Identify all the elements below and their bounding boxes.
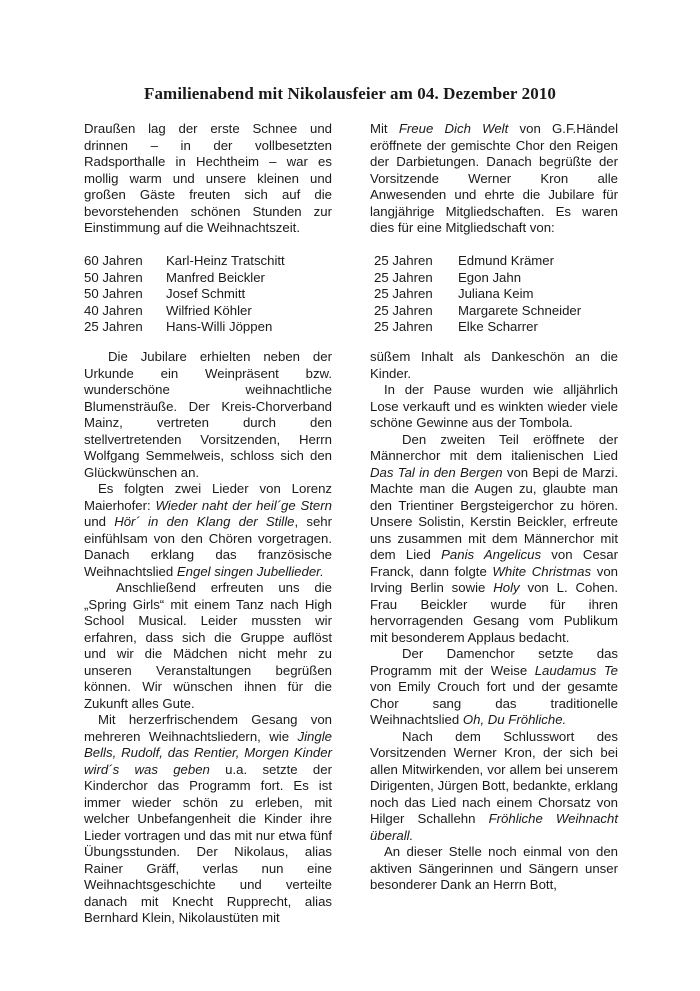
jubilar-years: 25 Jahren [374, 253, 433, 268]
jubilar-name: Margarete Schneider [458, 302, 582, 318]
right-column [370, 121, 618, 237]
intro-paragraph [370, 121, 618, 237]
jubilar-name: Hans-Willi Jöppen [166, 319, 273, 334]
jubilare-list-right [370, 253, 618, 336]
text: Es folgten zwei Lieder von Lorenz Maierhofer: [84, 481, 332, 513]
left-body [84, 349, 332, 927]
text: von Bepi de Marzi. Machte man die Augen zu, glaubte man den Trientiner Bergsteigerchor zu hören. Unsere Solistin, Kerstin Beickler, erfreute uns zusammen mit dem Männerchor mit dem Lied [370, 464, 618, 562]
song-title: Panis Angelicus [441, 547, 542, 562]
song-title: Engel singen Jubellieder. [176, 563, 324, 579]
jubilar-row [84, 303, 332, 320]
jubilar-years: 60 Jahren [84, 253, 143, 268]
jubilar-name: Wilfried Köhler [166, 302, 252, 318]
text: von Cesar Franck, dann folgte [370, 547, 618, 579]
paragraph [370, 432, 618, 647]
song-title: White Christmas [492, 563, 592, 579]
paragraph [370, 646, 618, 729]
jubilar-name: Elke Scharrer [458, 319, 538, 334]
jubilar-row [84, 270, 332, 287]
jubilar-name: Josef Schmitt [166, 286, 246, 301]
song-title: Fröhliche Weihnacht überall. [370, 811, 618, 843]
paragraph: In der Pause wurden wie alljährlich Lose verkauft und es winkten wieder viele schöne Gewinne aus der Tombola. [370, 382, 618, 430]
left-column [84, 121, 332, 237]
text: Mit herzerfrischendem Gesang von mehreren Weihnachtsliedern, wie [84, 712, 332, 744]
jubilar-years: 50 Jahren [84, 286, 143, 301]
text: , sehr einfühlsam von den Chören vorgetragen. Danach erklang das französische Weihnachtslied [84, 514, 332, 579]
right-body [370, 349, 618, 894]
text: Der Damenchor setzte das Programm mit der Weise [370, 646, 618, 678]
jubilar-row [370, 303, 618, 320]
text: und [84, 514, 115, 529]
song-title: Hör´ in den Klang der Stille [114, 514, 295, 529]
jubilar-years: 25 Jahren [374, 269, 433, 285]
page-title: Familienabend mit Nikolausfeier am 04. Dezember 2010 [143, 84, 557, 103]
paragraph: An dieser Stelle noch einmal von den aktiven Sängerinnen und Sängern unser besonderer Dank an Herrn Bott, [370, 844, 618, 892]
intro-paragraph: Draußen lag der erste Schnee und drinnen – in der vollbesetzten Radsporthalle in Hechtheim – war es mollig warm und unsere kleinen und großen Gäste freuten sich auf die bevorstehenden schönen Stunden zur Einstimmung auf die Weihnachtszeit. [84, 121, 332, 235]
song-title: Das Tal in den Bergen [370, 464, 503, 480]
jubilar-name: Egon Jahn [458, 269, 522, 285]
jubilar-years: 50 Jahren [84, 269, 143, 285]
jubilar-row [84, 319, 332, 336]
jubilar-row [370, 319, 618, 336]
jubilar-years: 40 Jahren [84, 302, 143, 318]
paragraph: Die Jubilare erhielten neben der Urkunde ein Weinpräsent bzw. wunderschöne weihnachtliche Blumensträuße. Der Kreis-Chorverband Mainz, vertreten durch den stellvertretenden Vorsitzenden, Herrn Wolfgang Semmelweis, schloss sich den Glückwünschen an. [84, 349, 332, 480]
jubilar-years: 25 Jahren [84, 319, 143, 334]
text: Mit [370, 121, 399, 136]
song-title: Oh, Du Fröhliche. [462, 712, 567, 727]
paragraph: Anschließend erfreuten uns die „Spring Girls“ mit einem Tanz nach High School Musical. Leider mussten wir erfahren, dass sich die Gruppe auflöst und wir die Mädchen nicht mehr zu unseren Veranstaltungen begrüßen können. Wir wünschen ihnen für die Zukunft alles Gute. [84, 580, 332, 711]
text: u.a. setzte der Kinderchor das Programm fort. Es ist immer wieder schön zu erleben, mit welcher Unbefangenheit die Kinder ihre Lieder vortragen und das mit nur etwa fünf Übungsstunden. Der Nikolaus, alias Rainer Gräff, verlas nun eine Weihnachtsgeschichte und verteilte danach mit Knecht Rupprecht, alias Bernhard Klein, Nikolaustüten mit [84, 761, 332, 925]
text: Den zweiten Teil eröffnete der Männerchor mit dem italienischen Lied [370, 431, 618, 463]
paragraph [84, 481, 332, 580]
text: von Irving Berlin sowie [370, 563, 618, 595]
song-title: Holy [493, 580, 520, 595]
jubilar-row [370, 286, 618, 303]
jubilar-row [370, 253, 618, 270]
jubilar-name: Manfred Beickler [166, 269, 265, 285]
jubilar-name: Karl-Heinz Tratschitt [166, 253, 285, 268]
jubilar-years: 25 Jahren [374, 319, 433, 334]
text: von L. Cohen. Frau Beickler wurde für ihren hervorragenden Gesang vom Publikum mit besonderem Applaus bedacht. [370, 580, 618, 645]
text: Nach dem Schlusswort des Vorsitzenden Werner Kron, der sich bei allen Mitwirkenden, vor allem bei unserem Dirigenten, Jürgen Bott, bedankte, erklang noch das Lied nach einem Chorsatz von Hilger Schallehn [370, 728, 618, 826]
jubilar-row [84, 286, 332, 303]
jubilar-row [370, 270, 618, 287]
song-title: Jingle Bells, Rudolf, das Rentier, Morgen Kinder wird´s was geben [84, 728, 332, 777]
jubilar-name: Juliana Keim [458, 286, 534, 301]
text: von G.F.Händel eröffnete der gemischte Chor den Reigen der Darbietungen. Danach begrüßte der Vorsitzende Werner Kron alle Anwesenden und ehrte die Jubilare für langjährige Mitgliedschaften. Es waren dies für eine Mitgliedschaft von: [370, 121, 618, 235]
song-title: Laudamus Te [534, 662, 618, 678]
song-title: Wieder naht der heil´ge Stern [155, 497, 332, 513]
text: von Emily Crouch fort und der gesamte Chor sang das traditionelle Weihnachtslied [370, 679, 618, 727]
jubilar-name: Edmund Krämer [458, 253, 555, 268]
jubilar-years: 25 Jahren [374, 302, 433, 318]
paragraph [370, 729, 618, 845]
song-title: Freue Dich Welt [398, 121, 509, 136]
paragraph [84, 712, 332, 927]
paragraph: süßem Inhalt als Dankeschön an die Kinder. [370, 349, 618, 381]
jubilar-years: 25 Jahren [374, 286, 433, 301]
jubilar-row [84, 253, 332, 270]
jubilare-list-left [84, 253, 332, 336]
